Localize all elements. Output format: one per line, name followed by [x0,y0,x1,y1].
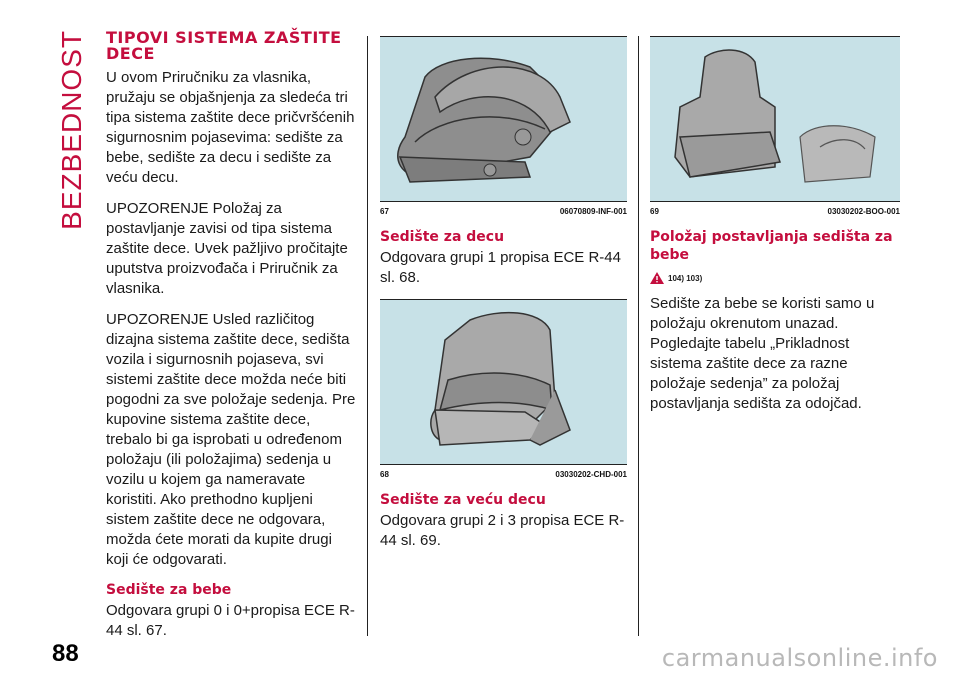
subheading-booster-seat: Sedište za veću decu [380,492,546,508]
booster-seat-illustration [650,37,900,201]
section-heading [106,30,356,62]
subheading-infant-seat: Sedište za bebe [106,582,232,598]
column-1 [106,30,356,652]
figure-code: 06070809-INF-001 [559,207,627,216]
column-divider [367,36,368,636]
warning-ref-text: 104) 103) [668,273,703,283]
watermark-text: carmanualsonline.info [661,644,938,672]
paragraph-infant-seat: Odgovara grupi 0 i 0+propisa ECE R-44 sl. 67. [106,602,355,639]
paragraph-installation: Sedište za bebe se koristi samo u položaju okrenutom unazad. Pogledajte tabelu „Prikladnost sistema zaštite dece za razne položaje sedenja” za položaj postavljanja sedišta za odojčad. [650,295,875,412]
figure-number: 68 [380,470,389,479]
paragraph-warning-2: UPOZORENJE Usled različitog dizajna sistema zaštite dece, sedišta vozila i sigurnosnih pojaseva, svi sistemi zaštite dece možda neće biti pogodni za sve položaje sedenja. Pre kupovine sistema zaštite dece, trebalo bi ga isprobati u određenom položaju (ili položajima) sedenja u vozilu u kojem ga nameravate koristiti. Ako prethodno kupljeni sistem zaštite dece ne odgovara, možda ćete morati da kupite drugi koji će odgovarati. [106,311,356,568]
column-divider [638,36,639,636]
section-label [52,30,92,230]
infant-seat-illustration [380,37,627,201]
child-seat-illustration [380,300,627,464]
subheading-installation-position: Položaj postavljanja sedišta za bebe [650,229,893,263]
figure-67-caption [380,207,627,216]
figure-number: 67 [380,207,389,216]
section-label-text: BEZBEDNOST [56,30,87,230]
figure-number: 69 [650,207,659,216]
figure-68-caption [380,470,627,479]
heading-line-1: TIPOVI SISTEMA ZAŠTITE [106,28,342,47]
warning-triangle-icon [650,272,664,284]
figure-69-caption [650,207,900,216]
column-3 [650,36,900,425]
figure-code: 03030202-CHD-001 [555,470,627,479]
subheading-child-seat: Sedište za decu [380,229,505,245]
figure-67 [380,36,627,202]
paragraph-child-seat: Odgovara grupi 1 propisa ECE R-44 sl. 68. [380,249,621,286]
paragraph-booster-seat: Odgovara grupi 2 i 3 propisa ECE R-44 sl. 69. [380,512,625,549]
paragraph-intro: U ovom Priručniku za vlasnika, pružaju se objašnjenja za sledeća tri tipa sistema zaštite dece pričvršćenih sigurnosnim pojasevima: sedište za bebe, sedište za decu i sedište za veću decu. [106,69,355,186]
column-2 [380,36,627,562]
figure-code: 03030202-BOO-001 [827,207,900,216]
paragraph-warning-1: UPOZORENJE Položaj za postavljanje zavisi od tipa sistema zaštite dece. Uvek pažljivo pročitajte uputstva proizvođača i Priručnik za vlasnika. [106,200,348,297]
heading-line-2: DECE [106,44,155,63]
figure-69 [650,36,900,202]
figure-68 [380,299,627,465]
warning-references [650,272,900,284]
page-number: 88 [52,640,79,667]
